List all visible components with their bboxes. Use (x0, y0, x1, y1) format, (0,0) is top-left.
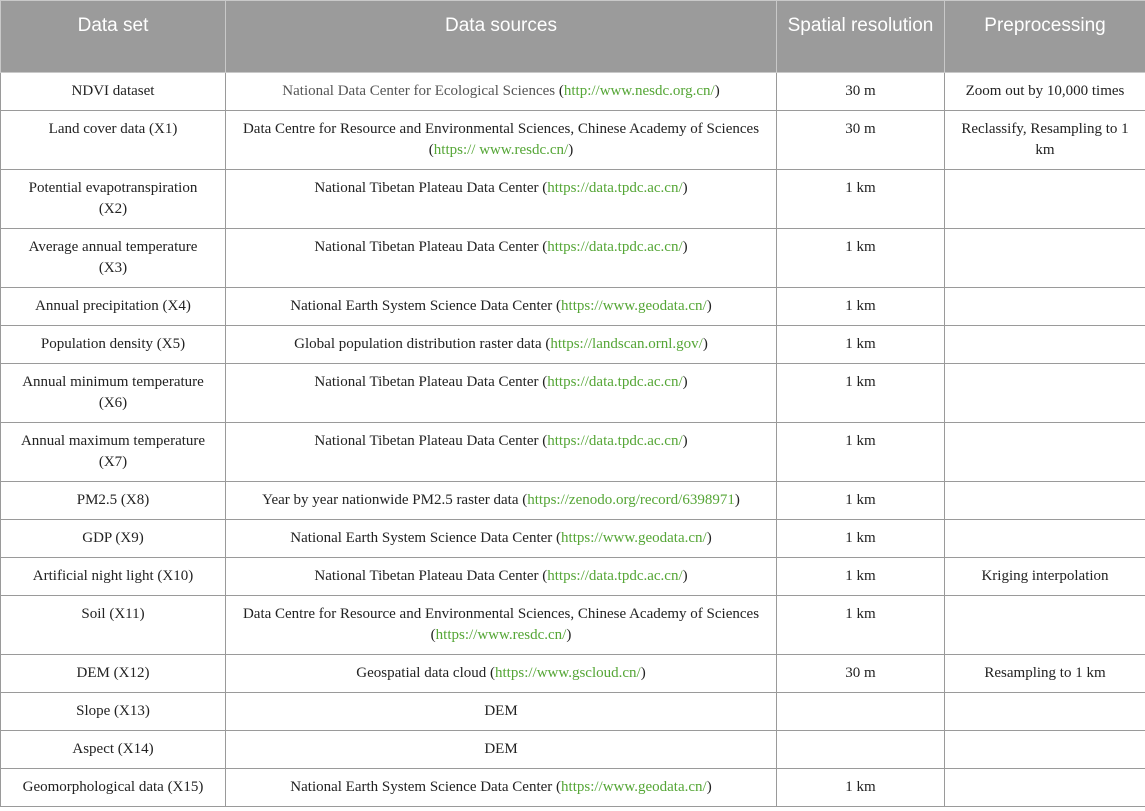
source-name: Year by year nationwide PM2.5 raster data (262, 492, 519, 508)
resolution-cell: 1 km (777, 288, 945, 326)
source-link[interactable]: https://www.geodata.cn/ (561, 530, 707, 546)
preprocessing-cell (945, 520, 1145, 558)
header-spatial-resolution: Spatial resolution (777, 1, 945, 73)
table-row (1, 693, 1145, 731)
source-name: National Tibetan Plateau Data Center (314, 568, 539, 584)
source-cell: DEM (226, 693, 777, 731)
source-name: Global population distribution raster data (294, 336, 542, 352)
dataset-cell: Aspect (X14) (1, 731, 226, 769)
dataset-cell: Geomorphological data (X15) (1, 769, 226, 807)
table-row (1, 326, 1145, 364)
preprocessing-cell (945, 423, 1145, 482)
dataset-cell: Average annual temperature (X3) (1, 229, 226, 288)
source-cell: National Tibetan Plateau Data Center (https://data.tpdc.ac.cn/) (226, 229, 777, 288)
table-row (1, 596, 1145, 655)
resolution-cell: 1 km (777, 364, 945, 423)
source-cell: Data Centre for Resource and Environmental Sciences, Chinese Academy of Sciences (https://www.resdc.cn/) (226, 596, 777, 655)
source-link[interactable]: https://www.resdc.cn/ (435, 627, 567, 643)
resolution-cell: 1 km (777, 482, 945, 520)
dataset-cell: Population density (X5) (1, 326, 226, 364)
table-row (1, 731, 1145, 769)
source-name: Data Centre for Resource and Environmental Sciences, Chinese Academy of Sciences (242, 606, 760, 622)
dataset-cell: Annual maximum temperature (X7) (1, 423, 226, 482)
table-row (1, 655, 1145, 693)
table-row (1, 288, 1145, 326)
header-data-sources: Data sources (226, 1, 777, 73)
source-link[interactable]: https://data.tpdc.ac.cn/ (547, 568, 683, 584)
header-preprocessing: Preprocessing (945, 1, 1145, 73)
preprocessing-cell (945, 482, 1145, 520)
table-row (1, 111, 1145, 170)
source-cell: Global population distribution raster data (https://landscan.ornl.gov/) (226, 326, 777, 364)
source-link[interactable]: https://data.tpdc.ac.cn/ (547, 239, 683, 255)
source-link[interactable]: https:// www.resdc.cn/ (433, 142, 569, 158)
resolution-cell: 30 m (777, 655, 945, 693)
source-link[interactable]: https://data.tpdc.ac.cn/ (547, 433, 683, 449)
dataset-cell: Land cover data (X1) (1, 111, 226, 170)
resolution-cell (777, 693, 945, 731)
preprocessing-cell: Zoom out by 10,000 times (945, 73, 1145, 111)
header-row (1, 1, 1145, 73)
source-name: National Tibetan Plateau Data Center (314, 433, 539, 449)
table-row (1, 73, 1145, 111)
table-row (1, 423, 1145, 482)
preprocessing-cell: Kriging interpolation (945, 558, 1145, 596)
dataset-cell: PM2.5 (X8) (1, 482, 226, 520)
source-link[interactable]: https://landscan.ornl.gov/ (550, 336, 703, 352)
source-link[interactable]: http://www.nesdc.org.cn/ (563, 83, 715, 99)
dataset-cell: Annual precipitation (X4) (1, 288, 226, 326)
table-row (1, 364, 1145, 423)
table-row (1, 170, 1145, 229)
resolution-cell: 30 m (777, 73, 945, 111)
source-cell: Geospatial data cloud (https://www.gscloud.cn/) (226, 655, 777, 693)
source-link[interactable]: https://zenodo.org/record/6398971 (527, 492, 735, 508)
preprocessing-cell (945, 731, 1145, 769)
source-link[interactable]: https://www.gscloud.cn/ (495, 665, 641, 681)
preprocessing-cell (945, 364, 1145, 423)
source-name: National Tibetan Plateau Data Center (314, 239, 539, 255)
dataset-cell: Soil (X11) (1, 596, 226, 655)
dataset-cell: Potential evapotranspiration (X2) (1, 170, 226, 229)
source-cell: Data Centre for Resource and Environmental Sciences, Chinese Academy of Sciences (https:// www.resdc.cn/) (226, 111, 777, 170)
dataset-cell: DEM (X12) (1, 655, 226, 693)
source-cell: National Earth System Science Data Center (https://www.geodata.cn/) (226, 769, 777, 807)
source-name: National Earth System Science Data Center (290, 530, 553, 546)
table-row (1, 229, 1145, 288)
resolution-cell (777, 731, 945, 769)
table-row (1, 769, 1145, 807)
source-cell: National Earth System Science Data Center (https://www.geodata.cn/) (226, 520, 777, 558)
preprocessing-cell (945, 596, 1145, 655)
source-link[interactable]: https://www.geodata.cn/ (561, 298, 707, 314)
resolution-cell: 1 km (777, 229, 945, 288)
resolution-cell: 1 km (777, 558, 945, 596)
source-link[interactable]: https://data.tpdc.ac.cn/ (547, 374, 683, 390)
preprocessing-cell: Resampling to 1 km (945, 655, 1145, 693)
preprocessing-cell: Reclassify, Resampling to 1 km (945, 111, 1145, 170)
source-name: National Earth System Science Data Center (290, 298, 553, 314)
source-cell: National Tibetan Plateau Data Center (https://data.tpdc.ac.cn/) (226, 558, 777, 596)
resolution-cell: 1 km (777, 326, 945, 364)
source-cell: National Data Center for Ecological Sciences (http://www.nesdc.org.cn/) (226, 73, 777, 111)
source-cell: National Earth System Science Data Center (https://www.geodata.cn/) (226, 288, 777, 326)
source-cell: National Tibetan Plateau Data Center (https://data.tpdc.ac.cn/) (226, 170, 777, 229)
preprocessing-cell (945, 229, 1145, 288)
resolution-cell: 1 km (777, 769, 945, 807)
source-name: Data Centre for Resource and Environmental Sciences, Chinese Academy of Sciences (242, 121, 760, 137)
preprocessing-cell (945, 288, 1145, 326)
source-name: National Earth System Science Data Center (290, 779, 553, 795)
dataset-cell: GDP (X9) (1, 520, 226, 558)
source-cell: National Tibetan Plateau Data Center (https://data.tpdc.ac.cn/) (226, 423, 777, 482)
resolution-cell: 1 km (777, 596, 945, 655)
resolution-cell: 30 m (777, 111, 945, 170)
preprocessing-cell (945, 693, 1145, 731)
resolution-cell: 1 km (777, 423, 945, 482)
source-link[interactable]: https://www.geodata.cn/ (561, 779, 707, 795)
table-row (1, 558, 1145, 596)
preprocessing-cell (945, 769, 1145, 807)
source-name: National Tibetan Plateau Data Center (314, 180, 539, 196)
resolution-cell: 1 km (777, 170, 945, 229)
dataset-cell: NDVI dataset (1, 73, 226, 111)
dataset-cell: Slope (X13) (1, 693, 226, 731)
table-row (1, 482, 1145, 520)
source-name: Geospatial data cloud (356, 665, 487, 681)
header-data-set: Data set (1, 1, 226, 73)
source-cell: National Tibetan Plateau Data Center (https://data.tpdc.ac.cn/) (226, 364, 777, 423)
table-row (1, 520, 1145, 558)
dataset-cell: Artificial night light (X10) (1, 558, 226, 596)
source-cell: Year by year nationwide PM2.5 raster data (https://zenodo.org/record/6398971) (226, 482, 777, 520)
resolution-cell: 1 km (777, 520, 945, 558)
source-name: National Data Center for Ecological Sciences (282, 83, 556, 99)
preprocessing-cell (945, 170, 1145, 229)
preprocessing-cell (945, 326, 1145, 364)
source-cell: DEM (226, 731, 777, 769)
dataset-cell: Annual minimum temperature (X6) (1, 364, 226, 423)
source-name: National Tibetan Plateau Data Center (314, 374, 539, 390)
source-link[interactable]: https://data.tpdc.ac.cn/ (547, 180, 683, 196)
